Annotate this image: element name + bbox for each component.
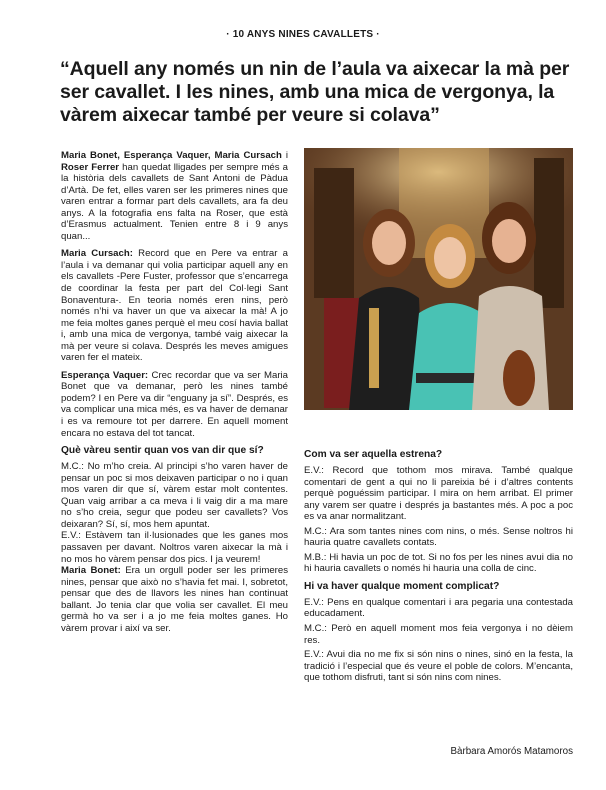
author-byline: Bàrbara Amorós Matamoros (450, 746, 573, 757)
answer-paragraph: E.V.: Pens en qualque comentari i ara pegaria una contestada educadament. (304, 596, 573, 620)
photo-illustration (304, 148, 573, 410)
answer-paragraph: Maria Cursach: Record que en Pere va entrar a l’aula i va demanar qui volia participar aquell any en els cavallets -Pere Fuster, professor que s’encarrega de coordinar la festa per part del Col·legi Sant Bonaventura-. En teoria només eren nins, però només n’hi va haver un que va aixecar la mà! A jo me feia moltes ganes perquè el meu cosí havia ballat i, amb una mica de vergonya, també vaig aixecar la mà per veure si colava. Després les meves amigues varen fer el mateix. (61, 248, 288, 364)
question-heading: Què vàreu sentir quan vos van dir que sí? (61, 445, 264, 457)
right-column (304, 449, 573, 690)
answer-paragraph: Maria Bonet: Era un orgull poder ser les primeres nines, pensar que això no s’havia fet mai. I, sobretot, pensar que des de llavors les nines han continuat ballant. Jo tenia clar que volia ser cavallet. El meu germà ho va ser i a jo me feia moltes ganes. Ho vàrem provar i així va ser. (61, 565, 288, 634)
answer-paragraph: E.V.: Estàvem tan il·lusionades que les ganes mos passaven per davant. Noltros varen aixecar la mà i no mos ho vàrem pensar dos pics. I ja veurem! (61, 530, 288, 565)
answer-paragraph: E.V.: Avui dia no me fix si són nins o nines, sinó en la festa, la tradició i l’especial que és veure el poble de colors. M’encanta, que tothom disfruti, tant si són nins com nines. (304, 649, 573, 684)
intro-paragraph: Maria Bonet, Esperança Vaquer, Maria Cursach i Roser Ferrer han quedat lligades per sempre més a la història dels cavallets de Sant Antoni de Pàdua d’Artà. De fet, elles varen ser les primeres nines que varen entrar a formar part dels cavallets, ara fa deu anys. A la fotografia ens falta na Roser, que està d’Erasmus actualment. Tenien entre 8 i 9 anys quan... (61, 150, 289, 242)
question-heading: Com va ser aquella estrena? (304, 449, 443, 460)
answer-paragraph: E.V.: Record que tothom mos mirava. També qualque comentari de gent a qui no li pareixia bé i d’altres contents perquè poguéssim participar. I mira on hem arribat. El primer any varem ser quatre i després ja bastantes més. A poc a poc es va anar normalitzant. (304, 465, 573, 523)
answer-paragraph: M.C.: No m’ho creia. Al principi s’ho varen haver de pensar un poc si mos deixaven participar o no i quan mos varen dir que sí, vàrem estar molt contentes. Quan vaig arribar a ca meva i li vaig dir a ma mare no s’ho creia, segur que podeu ser cavallets? Vos deixaran? Sí, sí, mos hem apuntat. (61, 461, 288, 530)
answer-paragraph: Esperança Vaquer: Crec recordar que va ser Maria Bonet que va demanar, però les nines també podem? I en Pere va dir “enguany ja sí”. Després, es va complicar una mica més, es va haver de demanar i es va remoure tot per darrere. En aquell moment encara no estava del tot tancat. (61, 369, 288, 439)
headline-quote: “Aquell any només un nin de l’aula va aixecar la mà per ser cavallet. I les nines, amb una mica de vergonya, la vàrem aixecar també per veure si colava” (60, 58, 570, 126)
answer-paragraph: M.C.: Ara som tantes nines com nins, o més. Sense noltros hi hauria quatre cavallets contats. (304, 525, 573, 549)
left-column (61, 150, 288, 640)
answer-paragraph: M.C.: Però en aquell moment mos feia vergonya i no dèiem res. (304, 623, 573, 646)
photo-three-girls (304, 148, 573, 410)
section-kicker: · 10 ANYS NINES CAVALLETS · (226, 29, 380, 40)
question-heading: Hi va haver qualque moment complicat? (304, 580, 500, 592)
answer-paragraph: M.B.: Hi havia un poc de tot. Si no fos per les nines avui dia no hi hauria cavallets o només hi hauria una colla de cinc. (304, 551, 573, 575)
